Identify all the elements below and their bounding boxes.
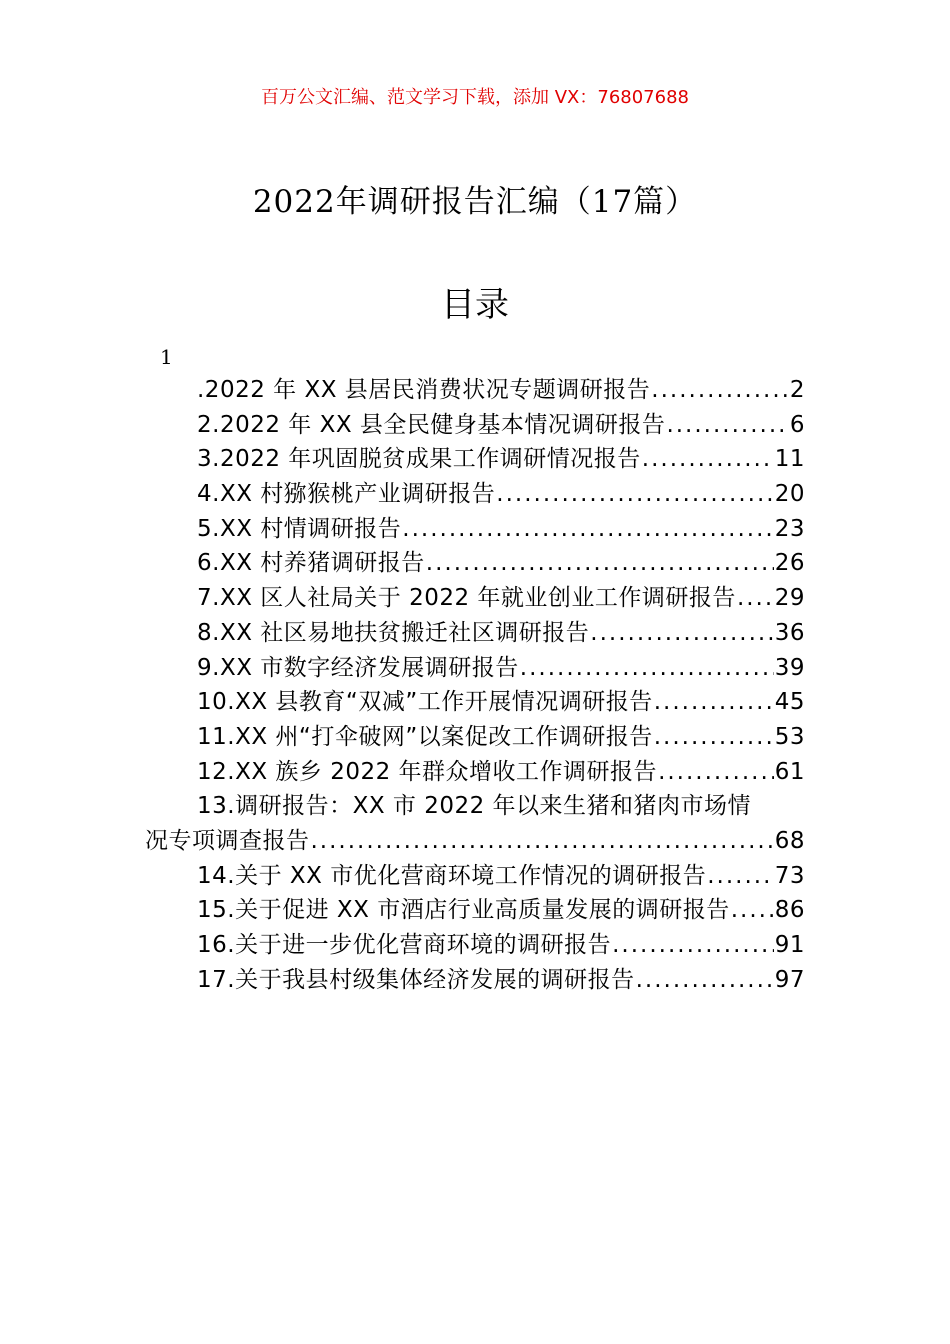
toc-leader	[731, 893, 774, 928]
toc-leader	[666, 408, 788, 443]
toc-entry-page: 6	[789, 411, 805, 438]
toc-entry[interactable]	[145, 789, 805, 824]
toc-leader	[658, 755, 774, 790]
toc-leader	[612, 928, 774, 963]
toc-leader	[737, 581, 774, 616]
toc-entry-page: 68	[774, 827, 805, 854]
title-suffix: 篇）	[633, 184, 698, 220]
toc-entry-page: 86	[774, 897, 805, 924]
toc-entry-page: 39	[774, 654, 805, 681]
toc-entry[interactable]	[145, 755, 805, 790]
toc-entry-page: 97	[774, 966, 805, 993]
toc-entry-page: 45	[774, 689, 805, 716]
toc-entry[interactable]	[145, 928, 805, 963]
toc-entry[interactable]	[145, 373, 805, 408]
toc-leader	[651, 373, 789, 408]
toc-entry-title: 17.关于我县村级集体经济发展的调研报告	[197, 966, 635, 993]
toc-entry-title: 15.关于促进 XX 市酒店行业高质量发展的调研报告	[197, 897, 730, 924]
document-title	[0, 180, 950, 224]
toc-entry-title: 11.XX 州“打伞破网”以案促改工作调研报告	[197, 723, 653, 750]
toc-entry-page: 29	[774, 585, 805, 612]
toc-leader	[426, 546, 774, 581]
toc-entry-title: 4.XX 村猕猴桃产业调研报告	[197, 481, 496, 508]
toc-entry[interactable]	[145, 893, 805, 928]
promo-banner: 百万公文汇编、范文学习下载，添加 VX：76807688	[261, 87, 689, 108]
toc-entry-title: 10.XX 县教育“双减”工作开展情况调研报告	[197, 689, 653, 716]
toc-entry[interactable]	[145, 859, 805, 894]
toc-entry-title-line2: 况专项调查报告	[145, 827, 310, 854]
toc-entry[interactable]	[145, 581, 805, 616]
toc-entry[interactable]	[145, 685, 805, 720]
toc-leader	[654, 685, 774, 720]
toc-entry-page: 36	[774, 619, 805, 646]
toc-entry-title: 16.关于进一步优化营商环境的调研报告	[197, 932, 612, 958]
title-count: 17	[591, 184, 634, 220]
toc-leader	[496, 477, 773, 512]
toc-leader	[590, 616, 773, 651]
toc-leader	[636, 963, 774, 998]
toc-entry-title: 8.XX 社区易地扶贫搬迁社区调研报告	[197, 619, 590, 646]
toc-entry-page: 53	[774, 723, 805, 750]
toc-entry-page: 61	[774, 758, 805, 785]
toc-leader	[642, 442, 774, 477]
toc-heading: 目录	[441, 285, 509, 325]
toc-entry[interactable]	[145, 546, 805, 581]
toc-entry-title: 6.XX 村养猪调研报告	[197, 550, 425, 577]
toc-entry-page: 91	[774, 932, 805, 958]
toc-leader	[311, 824, 774, 859]
toc-leader	[520, 651, 774, 686]
toc-entry-title: 7.XX 区人社局关于 2022 年就业创业工作调研报告	[197, 585, 736, 612]
toc-leader	[707, 859, 774, 894]
toc-entry[interactable]	[145, 720, 805, 755]
toc-entry-page: 23	[774, 515, 805, 542]
toc-entry[interactable]	[145, 616, 805, 651]
toc-entry[interactable]	[145, 651, 805, 686]
toc-leader	[402, 512, 773, 547]
toc-entry-page: 26	[774, 550, 805, 577]
table-of-contents	[145, 373, 805, 997]
toc-entry[interactable]	[145, 963, 805, 998]
toc-entry-title: 14.关于 XX 市优化营商环境工作情况的调研报告	[197, 862, 707, 889]
toc-entry[interactable]	[145, 512, 805, 547]
toc-entry-title: 3.2022 年巩固脱贫成果工作调研情况报告	[197, 446, 641, 473]
toc-entry-title: 9.XX 市数字经济发展调研报告	[197, 654, 519, 681]
toc-entry-page: 2	[789, 377, 805, 403]
toc-entry-title: .2022 年 XX 县居民消费状况专题调研报告	[197, 377, 651, 403]
toc-entry-page: 11	[774, 446, 805, 473]
toc-leader	[654, 720, 774, 755]
toc-entry-title: 5.XX 村情调研报告	[197, 515, 402, 542]
page-number: 1	[160, 345, 173, 369]
toc-entry-page: 73	[774, 862, 805, 889]
toc-entry-title-line1: 13.调研报告：XX 市 2022 年以来生猪和猪肉市场情	[197, 793, 752, 820]
toc-entry-title: 2.2022 年 XX 县全民健身基本情况调研报告	[197, 411, 666, 438]
toc-entry-page: 20	[774, 481, 805, 508]
title-text: 年调研报告汇编（	[335, 184, 592, 220]
toc-entry[interactable]	[145, 408, 805, 443]
title-year: 2022	[252, 184, 336, 220]
toc-entry-continued[interactable]	[145, 824, 805, 859]
toc-entry[interactable]	[145, 477, 805, 512]
toc-entry[interactable]	[145, 442, 805, 477]
toc-entry-title: 12.XX 族乡 2022 年群众增收工作调研报告	[197, 758, 658, 785]
